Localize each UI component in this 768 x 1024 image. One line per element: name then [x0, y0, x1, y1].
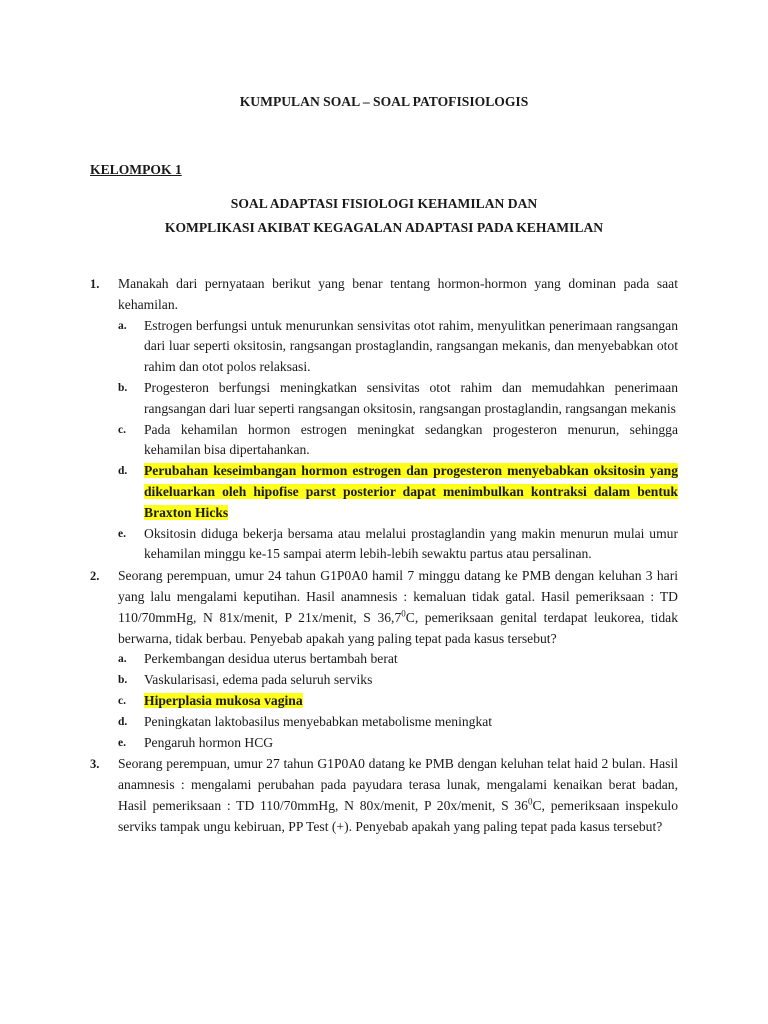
question-1 — [90, 274, 678, 565]
option-c — [118, 420, 678, 462]
highlighted-answer-text: Hiperplasia mukosa vagina — [144, 692, 303, 708]
question-2 — [90, 566, 678, 753]
group-label: KELOMPOK 1 — [90, 162, 182, 177]
option-text: Progesteron berfungsi meningkatkan sensivitas otot rahim dan memudahkan penerimaan rangsangan dari luar seperti rangsangan oksitosin, rangsangan prostaglandin, rangsangan mekanis — [144, 379, 678, 416]
option-e — [118, 733, 678, 754]
option-letter: b. — [118, 674, 128, 687]
question-number: 1. — [90, 277, 100, 291]
option-text: Pengaruh hormon HCG — [144, 734, 274, 750]
option-letter: c. — [118, 423, 126, 436]
option-letter: d. — [118, 715, 128, 728]
question-3 — [90, 754, 678, 837]
degree-superscript: 0 — [527, 796, 533, 807]
question-text — [118, 566, 678, 649]
option-a — [118, 316, 678, 378]
section-title-line-2: KOMPLIKASI AKIBAT KEGAGALAN ADAPTASI PADA KEHAMILAN — [164, 220, 604, 235]
option-letter: e. — [118, 736, 126, 749]
section-title-line-1: SOAL ADAPTASI FISIOLOGI KEHAMILAN DAN — [230, 196, 538, 211]
option-letter: c. — [118, 694, 126, 707]
question-number: 2. — [90, 569, 100, 584]
degree-superscript: 0 — [401, 608, 406, 619]
option-letter: a. — [118, 653, 127, 666]
highlighted-answer-text: Perubahan keseimbangan hormon estrogen dan progesteron menyebabkan oksitosin yang dikeluarkan oleh hipofise parst posterior dapat menimbulkan kontraksi dalam bentuk Braxton Hicks — [144, 463, 678, 520]
option-letter: a. — [118, 319, 127, 332]
option-b — [118, 378, 678, 420]
question-list — [90, 274, 678, 838]
option-text: Vaskularisasi, edema pada seluruh serviks — [144, 672, 373, 688]
option-a — [118, 649, 678, 670]
option-letter: d. — [118, 465, 128, 478]
option-list — [118, 649, 678, 753]
question-text-part-1: Seorang perempuan, umur 27 tahun G1P0A0 datang ke PMB dengan keluhan telat haid 2 bulan. Hasil anamnesis : mengalami perubahan pada payudara terasa lunak, mengalami kenaikan berat badan, Hasil pemeriksaan : TD 110/70mmHg, N 80x/menit, P 20x/menit, S 36 — [118, 756, 678, 813]
option-text: Perkembangan desidua uterus bertambah berat — [144, 651, 398, 667]
question-text-part-1: Seorang perempuan, umur 24 tahun G1P0A0 hamil 7 minggu datang ke PMB dengan keluhan 3 hari yang lalu mengalami keputihan. Hasil anamnesis : kemaluan tidak gatal. Hasil pemeriksaan : TD 110/70mmHg, N 81x/menit, P 21x/menit, S 36,7 — [118, 568, 678, 625]
question-text — [118, 754, 678, 837]
question-number: 3. — [90, 757, 100, 772]
option-c-answer — [118, 691, 678, 712]
question-text: Manakah dari pernyataan berikut yang benar tentang hormon-hormon yang dominan pada saat kehamilan. — [118, 276, 678, 312]
option-d — [118, 712, 678, 733]
option-e — [118, 524, 678, 566]
option-text: Peningkatan laktobasilus menyebabkan metabolisme meningkat — [144, 713, 493, 729]
option-list — [118, 316, 678, 566]
option-letter: e. — [118, 527, 126, 540]
option-text: Pada kehamilan hormon estrogen meningkat sedangkan progesteron menurun, sehingga kehamilan bisa dipertahankan. — [144, 421, 678, 458]
option-text: Estrogen berfungsi untuk menurunkan sensivitas otot rahim, menyulitkan penerimaan rangsangan dari luar seperti oksitosin, rangsangan prostaglandin, rangsangan mekanis, dan menyebabkan otot rahim dan otot polos relaksasi. — [144, 317, 678, 375]
document-title: KUMPULAN SOAL – SOAL PATOFISIOLOGIS — [239, 94, 529, 109]
question-text-part-2: C, pemeriksaan genital terdapat leukorea, tidak berwarna, tidak berbau. Penyebab apakah yang paling tepat pada kasus tersebut? — [118, 609, 679, 646]
option-text: Oksitosin diduga bekerja bersama atau melalui prostaglandin yang makin menurun mulai umur kehamilan minggu ke-15 sampai aterm lebih-lebih sewaktu partus atau persalinan. — [144, 525, 678, 562]
question-text-part-2: C, pemeriksaan inspekulo serviks tampak ungu kebiruan, PP Test (+). Penyebab apakah yang paling tepat pada kasus tersebut? — [118, 797, 678, 834]
option-b — [118, 670, 678, 691]
option-letter: b. — [118, 381, 128, 394]
option-d-answer — [118, 461, 678, 523]
